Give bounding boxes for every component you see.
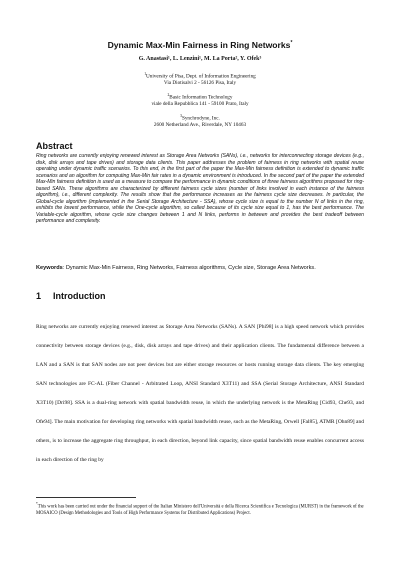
section-title: Introduction <box>53 291 106 301</box>
abstract-heading: Abstract <box>36 141 73 151</box>
keywords <box>36 265 364 273</box>
affiliation-1 <box>0 71 400 87</box>
affiliation-3 <box>0 113 400 129</box>
affiliation-2 <box>0 92 400 108</box>
affiliation-3-line-1: Synchrodyne, Inc. <box>181 115 220 122</box>
affiliation-2-line-2: viale della Repubblica 141 - 59100 Prato, Italy <box>151 101 249 108</box>
affiliation-2-line-1: Basic Information Technology <box>169 94 233 101</box>
keywords-text: : Dynamic Max-Min Fairness, Ring Networks, Fairness algorithms, Cycle size, Storage Area Networks. <box>62 265 316 271</box>
affiliation-2-num: 2 <box>167 93 170 97</box>
title-footnote-marker: * <box>290 40 293 47</box>
title-text: Dynamic Max-Min Fairness in Ring Networks <box>107 40 291 50</box>
affiliation-1-line-1: University of Pisa, Dept. of Information Engineering <box>146 73 256 80</box>
section-number: 1 <box>36 291 42 301</box>
affiliation-3-num: 3 <box>180 114 182 118</box>
footnote-text: This work has been carried out under the financial support of the Italian Ministero dell'Università e della Ricerca Scientifica e Tecnologica (MURST) in the framework of the MOSAICO (Design Methodologies and Tools of High Performance Systems for Distributed Applications) Project. <box>36 504 364 516</box>
section-heading-introduction <box>36 291 118 301</box>
abstract-body: Ring networks are currently enjoying renewed interest as Storage Area Networks (SANs), i.e., networks for interconnecting storage devices (e.g., disk, disk arrays and tape drives) and storage data clients. This paper addresses the problem of fairness in ring networks with spatial reuse operating under dynamic traffic scenarios. To this end, in the first part of the paper the Max-Min fairness definition is extended to dynamic traffic scenarios and an algorithm for computing Max-Min fair rates in a dynamic environment is introduced. In the second part of the paper the extended Max-Min fairness definition is used as a measure to compare the performance in dynamic conditions of three fairness algorithms proposed for ring-based SANs. These algorithms are characterized by different fairness cycle sizes (number of links involved in each instance of the fairness algorithm), i.e., different complexity. The results show that the performance increases as the fairness cycle size decreases. In particular, the Global-cycle algorithm (implemented in the Serial Storage Architecture - SSA), whose cycle size is equal to the number N of links in the ring, exhibits the lowest performance, while the One-cycle algorithm, so called because of its cycle size equal to 1, has the best performance. The Variable-cycle algorithm, whose cycle size changes between 1 and N links, performs in between and provides the best tradeoff between performance and complexity. <box>36 153 364 224</box>
footnote <box>36 501 364 517</box>
keywords-label: Keywords <box>36 265 63 271</box>
affiliation-1-num: 1 <box>144 72 146 76</box>
paper-title <box>0 40 400 50</box>
affiliation-1-line-2: Via Diotisalvi 2 - 56126 Pisa, Italy <box>163 80 237 87</box>
footnote-divider <box>36 497 136 498</box>
affiliation-3-line-2: 2600 Netherland Ave., Riverdale, NY 10463 <box>153 122 247 129</box>
author-list: G. Anastasi¹, L. Lenzini¹, M. La Porta², Y. Ofek³ <box>138 56 262 62</box>
footnote-marker: * <box>36 502 38 506</box>
introduction-body: Ring networks are currently enjoying renewed interest as Storage Area Networks (SANs). A SAN [Phi98] is a high speed network which provides connectivity between storage devices (e.g., disk, disk arrays and tape drives) and their application clients. The fundamental difference between a LAN and a SAN is that SAN nodes are not peer devices but are either storage resources or hosts running storage data clients. The key emerging SAN technologies are FC-AL (Fiber Channel - Arbitrated Loop, ANSI Standard X3T11) and SSA (Serial Storage Architecture, ANSI Standard X3T10) [Dri98]. SSA is a dual-ring network with spatial bandwidth reuse, in which the underlying network is the MetaRing [Cid93, Che93, and Ofe94]. The main motivation for developing ring networks with spatial bandwidth reuse, such as the MetaRing, Orwell [Fal85], ATMR [Ohn89] and others, is to increase the aggregate ring throughput, in each direction, beyond link capacity, since spatial bandwidth reuse enables concurrent access in each direction of the ring by <box>36 324 364 463</box>
